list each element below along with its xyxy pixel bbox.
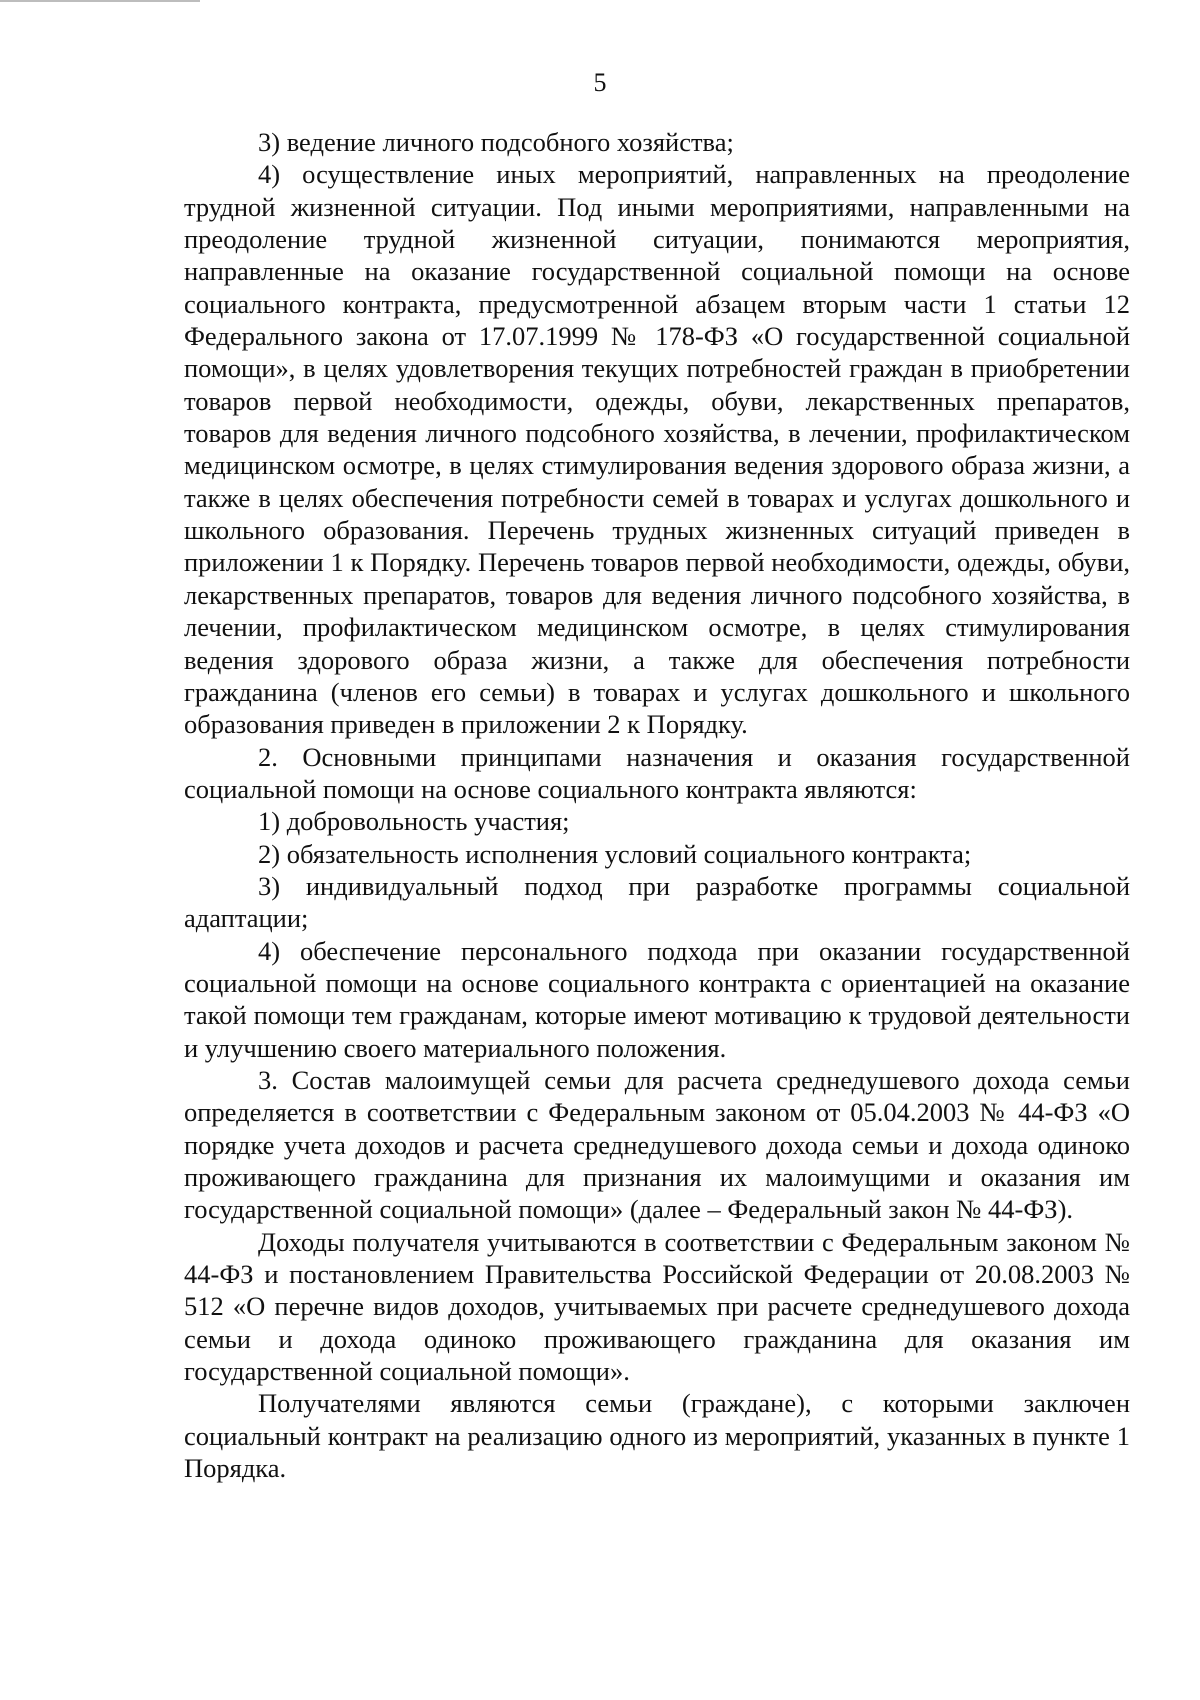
paragraph-principle-4: 4) обеспечение персонального подхода при оказании государственной социальной помощи на основе социального контракта с ориентацией на оказание такой помощи тем гражданам, которые имеют мотивацию к трудовой деятельности и улучшению своего материального положения. xyxy=(184,935,1130,1063)
paragraph-principle-2: 2) обязательность исполнения условий социального контракта; xyxy=(258,838,972,869)
paragraph-item-3-subsidiary-farming: 3) ведение личного подсобного хозяйства; xyxy=(258,127,734,157)
paragraph-recipients: Получателями являются семьи (граждане), с которыми заключен социальный контракт на реализацию одного из мероприятий, указанных в пункте 1 Порядка. xyxy=(184,1388,1130,1484)
paragraph-section-2-principles: 2. Основными принципами назначения и оказания государственной социальной помощи на основе социального контракта являются: xyxy=(184,741,1130,804)
paragraph-section-3-family-composition: 3. Состав малоимущей семьи для расчета среднедушевого дохода семьи определяется в соответствии с Федеральным законом от 05.04.2003 № 44-ФЗ «О порядке учета доходов и расчета среднедушевого дохода семьи и дохода одиноко проживающего гражданина для признания их малоимущими и оказания им государственной социальной помощи» (далее – Федеральный закон № 44-ФЗ). xyxy=(184,1064,1130,1225)
paragraph-principle-3: 3) индивидуальный подход при разработке программы социальной адаптации; xyxy=(184,870,1130,934)
paragraph-principle-1: 1) добровольность участия; xyxy=(258,806,570,837)
page-number: 5 xyxy=(593,68,607,97)
document-body xyxy=(184,126,1130,1484)
scan-edge-line xyxy=(0,0,200,2)
paragraph-item-4-other-measures: 4) осуществление иных мероприятий, направленных на преодоление трудной жизненной ситуации. Под иными мероприятиями, направленными на преодоление трудной жизненной ситуации, понимаются мероприятия, направленные на оказание государственной социальной помощи на основе социального контракта, предусмотренной абзацем вторым части 1 статьи 12 Федерального закона от 17.07.1999 № 178-ФЗ «О государственной социальной помощи», в целях удовлетворения текущих потребностей граждан в приобретении товаров первой необходимости, одежды, обуви, лекарственных препаратов, товаров для ведения личного подсобного хозяйства, в лечении, профилактическом медицинском осмотре, в целях стимулирования ведения здорового образа жизни, а также в целях обеспечения потребности семей в товарах и услугах дошкольного и школьного образования. Перечень трудных жизненных ситуаций приведен в приложении 1 к Порядку. Перечень товаров первой необходимости, одежды, обуви, лекарственных препаратов, товаров для ведения личного подсобного хозяйства, в лечении, профилактическом медицинском осмотре, в целях стимулирования ведения здорового образа жизни, а также для обеспечения потребности гражданина (членов его семьи) в товарах и услугах дошкольного и школьного образования приведен в приложении 2 к Порядку. xyxy=(184,159,1130,740)
paragraph-income-accounting: Доходы получателя учитываются в соответствии с Федеральным законом № 44-ФЗ и постановлением Правительства Российской Федерации от 20.08.2003 № 512 «О перечне видов доходов, учитываемых при расчете среднедушевого дохода семьи и дохода одиноко проживающего гражданина для оказания им государственной социальной помощи». xyxy=(184,1226,1130,1387)
